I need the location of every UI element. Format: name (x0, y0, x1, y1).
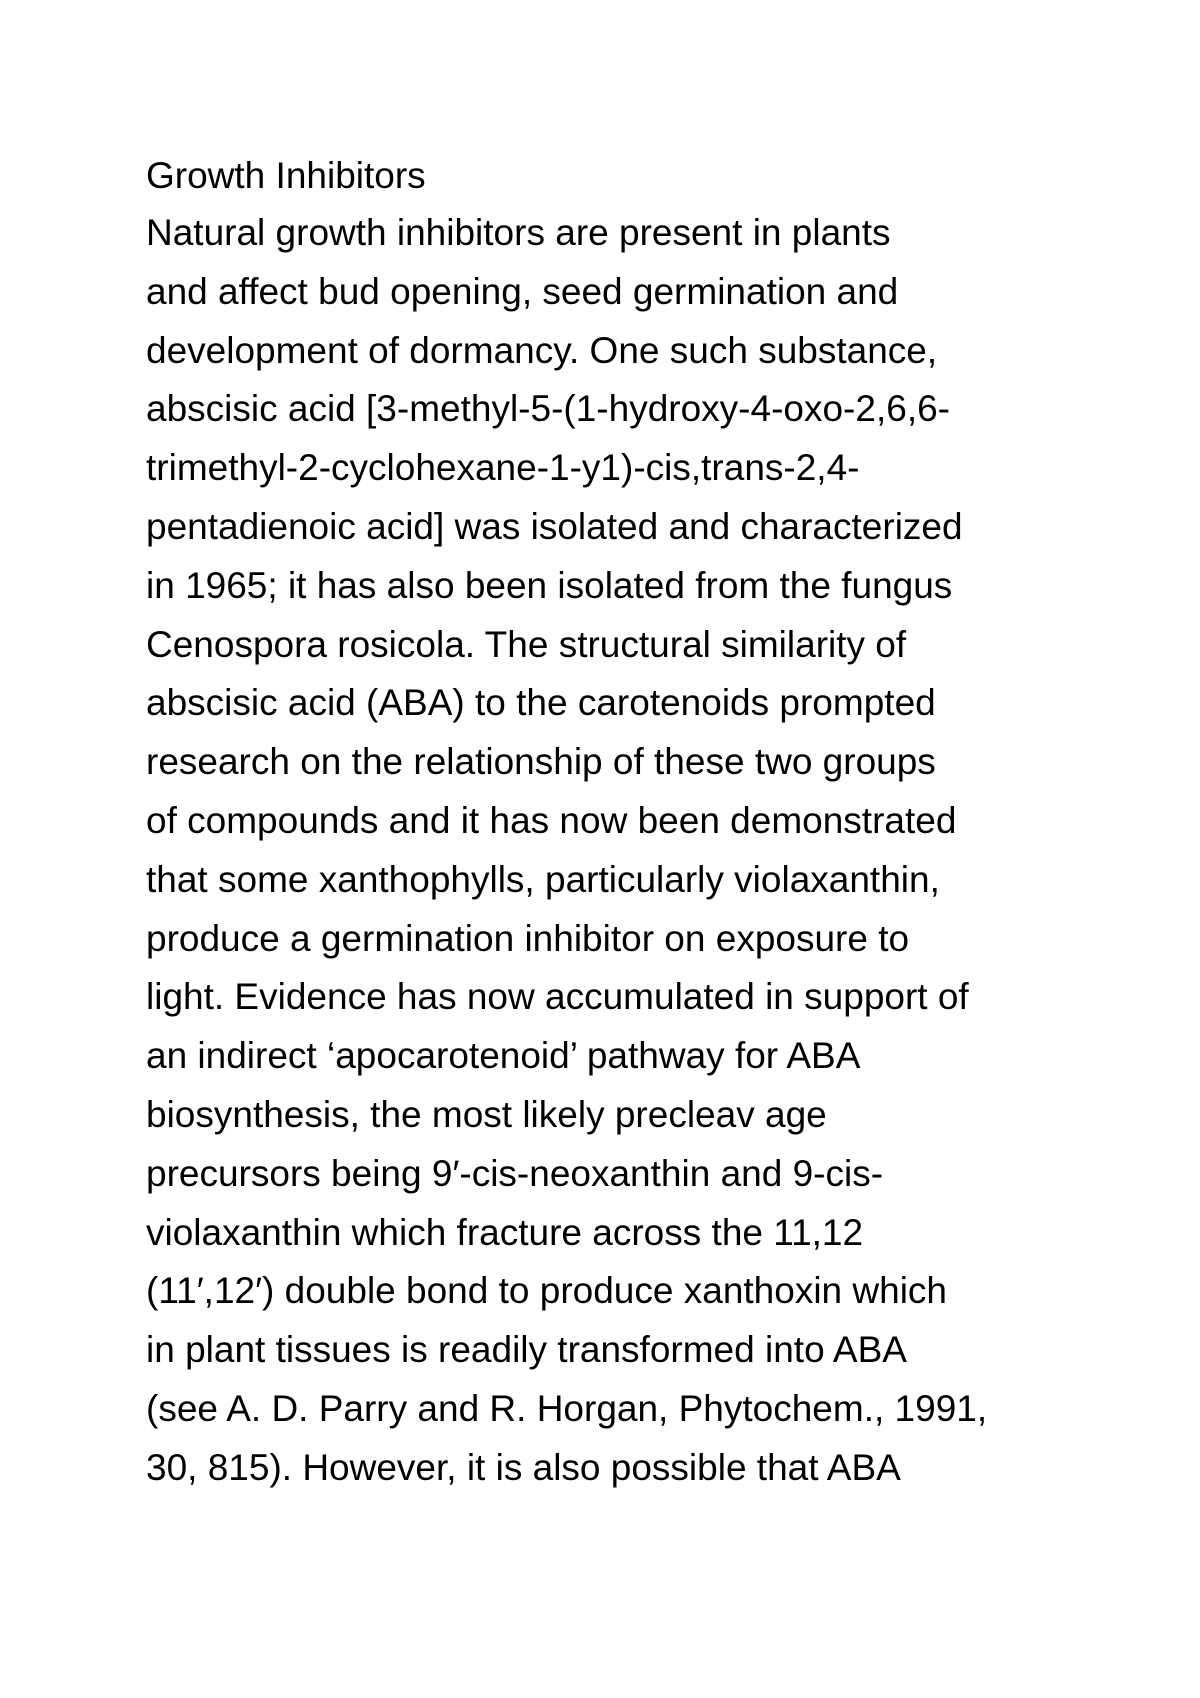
text-line: in plant tissues is readily transformed into ABA (146, 1329, 907, 1371)
text-line: that some xanthophylls, particularly violaxanthin, (146, 858, 940, 900)
text-line: biosynthesis, the most likely precleav age (146, 1093, 827, 1135)
text-line: of compounds and it has now been demonstrated (146, 799, 957, 841)
text-line: pentadienoic acid] was isolated and characterized (146, 505, 963, 547)
text-line: Cenospora rosicola. The structural similarity of (146, 623, 907, 665)
text-line: development of dormancy. One such substance, (146, 329, 938, 371)
text-line: (see A. D. Parry and R. Horgan, Phytochem., 1991, (146, 1387, 988, 1429)
text-line: an indirect ‘apocarotenoid’ pathway for ABA (146, 1035, 861, 1077)
text-line: and affect bud opening, seed germination and (146, 270, 899, 312)
text-line: precursors being 9′-cis-neoxanthin and 9-cis- (146, 1152, 884, 1194)
text-line: Natural growth inhibitors are present in plants (146, 212, 891, 253)
document-title: Growth Inhibitors (146, 155, 426, 196)
text-line: (11′,12′) double bond to produce xanthoxin which (146, 1270, 948, 1312)
text-line: light. Evidence has now accumulated in support of (146, 976, 969, 1018)
document-content (146, 148, 1086, 1498)
text-line: abscisic acid [3-methyl-5-(1-hydroxy-4-oxo-2,6,6- (146, 388, 950, 430)
body-text (146, 204, 1086, 1498)
text-line: violaxanthin which fracture across the 11,12 (146, 1211, 864, 1253)
text-line: produce a germination inhibitor on exposure to (146, 917, 910, 959)
text-line: abscisic acid (ABA) to the carotenoids prompted (146, 682, 936, 724)
text-line: research on the relationship of these two groups (146, 741, 936, 783)
text-line: 30, 815). However, it is also possible that ABA (146, 1446, 901, 1488)
text-line: trimethyl-2-cyclohexane-1-y1)-cis,trans-2,4- (146, 447, 860, 489)
text-line: in 1965; it has also been isolated from the fungus (146, 564, 953, 606)
